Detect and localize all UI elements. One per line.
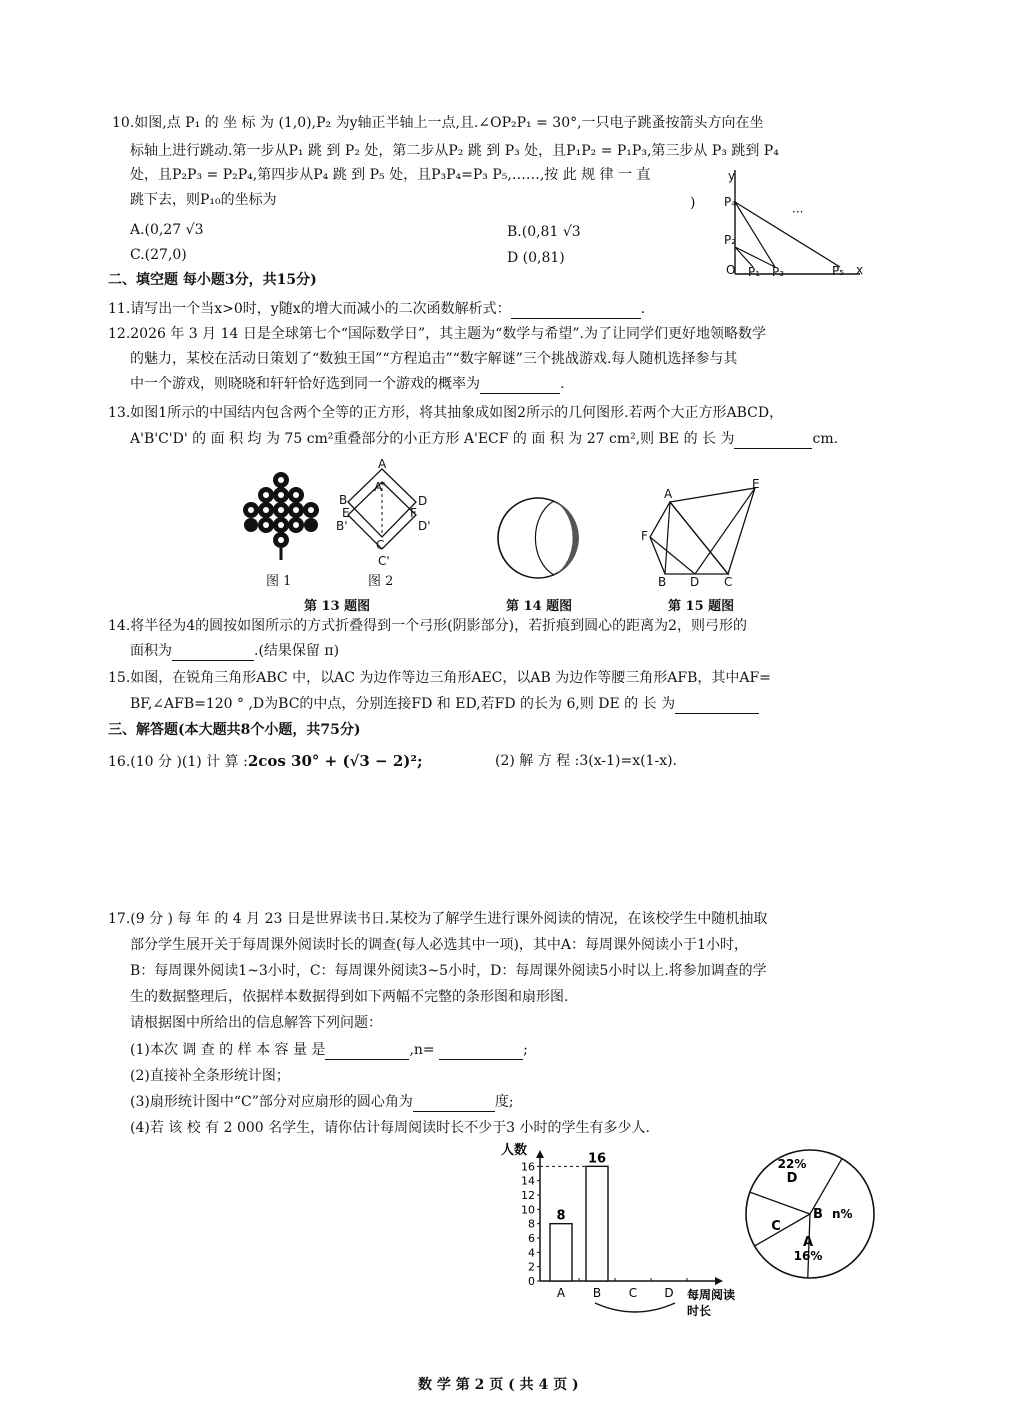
q13-figure-caption: 第 13 题图 [304,599,371,614]
q10-option-c: C.(27,0) [130,247,187,263]
y-tick-label: 8 [528,1217,535,1231]
q17-subquestion-1 [130,1040,528,1060]
q10-line4: 跳下去，则P₁₀的坐标为 [130,192,277,208]
q14-line2-start: 面积为 [130,643,172,659]
q17-subquestion-2: (2)直接补全条形统计图； [130,1068,290,1084]
svg-text:A: A [378,457,387,471]
q15-line1: 15.如图，在锐角三角形ABC 中，以AC 为边作等边三角形AEC，以AB 为边作等腰三角形AFB，其中AF= [108,670,771,686]
svg-text:D': D' [418,519,431,533]
section-2-heading: 二、填空题 每小题3分，共15分) [108,272,317,288]
q13-unit: cm. [812,431,839,447]
y-axis-arrow [536,1150,544,1158]
svg-text:D: D [418,494,428,508]
y-tick-label: 0 [528,1275,535,1288]
svg-text:E: E [342,506,350,520]
q14-figure-caption: 第 14 题图 [506,599,573,614]
bar-label-B: 16 [587,1151,607,1167]
slice-percent-D: 22% [777,1157,807,1171]
svg-text:B': B' [336,519,348,533]
x-tick-label-C: C [628,1286,638,1300]
svg-text:C': C' [378,554,390,568]
svg-text:F: F [410,506,417,520]
q12-line1: 12.2026 年 3 月 14 日是全球第七个“国际数学日”，其主题为“数学与希望”.为了让同学们更好地领略数学 [108,326,766,342]
y-tick-label: 10 [521,1203,535,1217]
x-tick-label-D: D [664,1286,674,1300]
page-footer: 数 学 第 2 页 ( 共 4 页 ) [418,1377,579,1393]
svg-text:P₃: P₃ [772,265,785,279]
triangle-figure [640,477,770,592]
svg-text:y: y [728,169,736,183]
q10-line3: 处，且P₂P₃ = P₂P₄,第四步从P₄ 跳 到 P₅ 处，且P₃P₄=P₃ P₅,……,按 此 规 律 一 直 [130,167,651,183]
svg-text:O: O [726,263,736,277]
q16-part1-label: 16.(10 分 )(1) 计 算 : [108,754,248,770]
slice-label-A: A [802,1235,814,1250]
q13-answer-blank[interactable] [734,432,812,449]
svg-text:x: x [856,263,864,277]
q17-s1-n: ,n= [409,1042,435,1058]
x-axis-label-line1: 每周阅读 [687,1288,736,1302]
q11-answer-blank[interactable] [511,302,641,319]
brace-b-to-d [595,1303,675,1312]
q10-figure [720,162,870,282]
section-3-heading: 三、解答题(本大题共8个小题，共75分) [108,722,361,738]
q11-label: 11.请写出一个当x>0时，y随x的增大而减小的二次函数解析式： [108,301,511,317]
q17-line1: 17.(9 分 ) 每 年 的 4 月 23 日是世界读书日.某校为了解学生进行课外阅读的情况，在该校学生中随机抽取 [108,911,768,927]
y-tick-label: 14 [521,1174,535,1188]
q10-paren: ) [690,195,696,211]
q17-subquestion-4: (4)若 该 校 有 2 000 名学生，请你估计每周阅读时长不少于3 小时的学生有多少人. [130,1120,650,1136]
q13-line2-text: A'B'C'D' 的 面 积 均 为 75 cm²重叠部分的小正方形 A'ECF 的 面 积 为 27 cm²,则 BE 的 长 为 [130,431,735,447]
y-tick-label: 2 [528,1260,535,1274]
svg-text:P₂: P₂ [724,233,737,247]
q15-line2-text: BF,∠AFB=120 ° ,D为BC的中点，分别连接FD 和 ED,若FD 的长为 6,则 DE 的 长 为 [130,696,676,712]
q17-sample-size-blank[interactable] [325,1043,409,1060]
q10-option-a: A.(0,27 √3 [130,222,204,238]
q16-part1 [108,751,423,772]
svg-text:···: ··· [792,205,804,219]
folded-circle-figure [496,490,596,590]
q11-text: 11.请写出一个当x>0时，y随x的增大而减小的二次函数解析式： . [108,301,646,317]
svg-text:B: B [658,575,667,589]
q12-line3-text: 中一个游戏，则晓晓和轩轩恰好选到同一个游戏的概率为 [130,376,480,392]
q17-n-blank[interactable] [439,1043,523,1060]
bar-chart [495,1142,755,1322]
q14-line2-end: .(结果保留 π) [254,643,340,659]
svg-text:B: B [339,493,348,507]
x-tick-label-B: B [592,1286,602,1300]
y-tick-label: 12 [521,1189,535,1202]
bar-label-A: 8 [556,1208,566,1224]
q15-line2 [130,694,759,714]
slice-percent-B: n% [832,1207,853,1221]
svg-text:P₅: P₅ [832,264,845,278]
x-axis-label-line2: 时长 [687,1304,712,1318]
y-tick-label: 6 [528,1232,535,1245]
q10-line1: 10.如图,点 P₁ 的 坐 标 为 (1,0),P₂ 为y轴正半轴上一点,且.∠OP₂P₁ = 30°,一只电子跳蚤按箭头方向在坐 [112,115,764,131]
slice-label-D: D [786,1171,798,1186]
q15-answer-blank[interactable] [675,697,759,714]
q14-line1: 14.将半径为4的圆按如图所示的方式折叠得到一个弓形(阴影部分)，若折痕到圆心的距离为2，则弓形的 [108,618,748,634]
squares-figure [334,457,434,572]
y-tick-label: 16 [521,1160,535,1174]
pie-chart [740,1142,880,1282]
q17-line3: B：每周课外阅读1~3小时，C：每周课外阅读3~5小时，D：每周课外阅读5小时以上.将参加调查的学 [130,963,767,979]
svg-text:C: C [376,538,385,552]
q17-subquestion-3 [130,1092,514,1112]
q17-s3-end: 度; [494,1094,514,1110]
x-axis-arrow [715,1277,723,1285]
svg-text:A': A' [374,480,386,494]
q12-answer-blank[interactable] [480,377,560,394]
svg-text:P₄: P₄ [724,195,737,209]
bar-A [550,1224,572,1281]
q17-line4: 生的数据整理后，依据样本数据得到如下两幅不完整的条形图和扇形图. [130,989,569,1005]
q12-line2: 的魅力，某校在活动日策划了“数独王国”“方程追击”“数字解谜”三个挑战游戏.每人随机选择参与其 [130,351,738,367]
q10-line2: 标轴上进行跳动.第一步从P₁ 跳 到 P₂ 处，第二步从P₂ 跳 到 P₃ 处，且P₁P₂ = P₁P₃,第三步从 P₃ 跳到 P₄ [130,143,779,159]
q16-expression: 2cos 30° + (√3 − 2)²; [247,752,423,770]
fig1-caption: 图 1 [266,574,292,589]
y-tick-label: 4 [528,1246,535,1260]
q10-option-d: D (0,81) [507,250,565,266]
svg-text:P₁: P₁ [748,265,761,279]
q12-line3: 中一个游戏，则晓晓和轩轩恰好选到同一个游戏的概率为 . [130,376,565,392]
chinese-knot-figure [236,470,326,570]
slice-percent-A: 16% [793,1249,823,1263]
svg-text:F: F [641,529,648,543]
q15-figure-caption: 第 15 题图 [668,599,735,614]
q13-line1: 13.如图1所示的中国结内包含两个全等的正方形，将其抽象成如图2所示的几何图形.若两个大正方形ABCD， [108,405,784,421]
slice-label-B: B [813,1207,823,1222]
y-axis-label: 人数 [501,1143,528,1158]
q16-part2: (2) 解 方 程 :3(x-1)=x(1-x). [495,753,677,769]
bar-B [586,1166,608,1281]
svg-text:A: A [664,487,673,501]
svg-text:D: D [690,575,700,589]
q14-answer-blank[interactable] [172,644,254,661]
q13-line2 [130,429,838,449]
slice-label-C: C [771,1219,781,1234]
q17-angle-blank[interactable] [413,1095,495,1112]
q14-line2 [130,641,339,661]
q10-option-b: B.(0,81 √3 [507,224,581,240]
fig2-caption: 图 2 [368,574,394,589]
svg-text:C: C [724,575,733,589]
x-tick-label-A: A [556,1286,566,1300]
q17-s1-label: (1)本次 调 查 的 样 本 容 量 是 [130,1042,326,1058]
svg-text:E: E [752,477,760,491]
q17-s1-end: ; [523,1042,528,1058]
q17-s3-label: (3)扇形统计图中“C”部分对应扇形的圆心角为 [130,1094,413,1110]
q17-line2: 部分学生展开关于每周课外阅读时长的调查(每人必选其中一项)，其中A：每周课外阅读小于1小时， [130,937,748,953]
q17-line5: 请根据图中所给出的信息解答下列问题： [130,1015,382,1031]
